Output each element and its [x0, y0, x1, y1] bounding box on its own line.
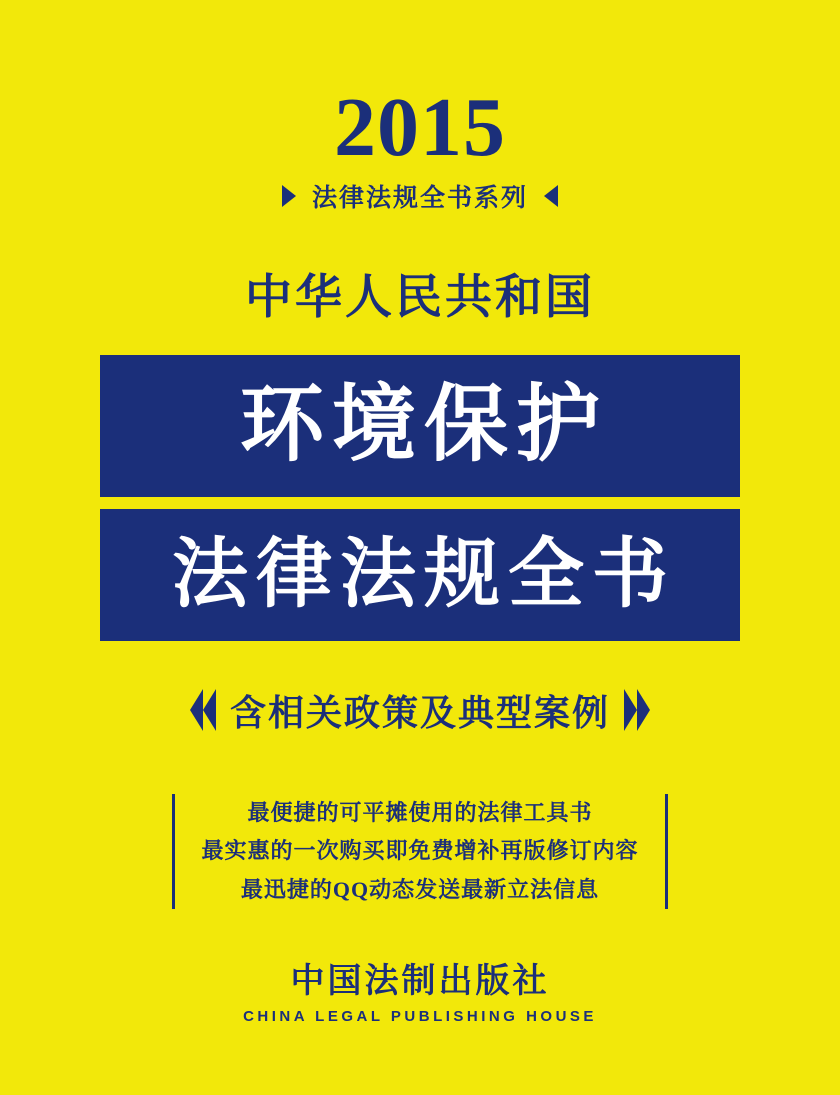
divider-right — [665, 794, 668, 910]
selling-points-block — [0, 794, 840, 910]
triangle-right-icon — [282, 185, 296, 207]
publisher-name-en: CHINA LEGAL PUBLISHING HOUSE — [243, 1008, 597, 1025]
cover-year: 2015 — [334, 81, 506, 174]
selling-point: 最便捷的可平摊使用的法律工具书 — [247, 799, 593, 825]
triangle-left-icon — [544, 185, 558, 207]
title-line-2: 法律法规全书 — [100, 509, 740, 641]
double-triangle-left-icon — [190, 689, 216, 731]
subtitle-label: 含相关政策及典型案例 — [229, 692, 610, 733]
publisher-name-cn: 中国法制出版社 — [290, 963, 550, 1000]
selling-point: 最迅捷的QQ动态发送最新立法信息 — [240, 876, 600, 902]
country-line: 中华人民共和国 — [245, 271, 595, 324]
selling-point: 最实惠的一次购买即免费增补再版修订内容 — [201, 838, 639, 864]
publisher-block — [0, 953, 840, 1025]
series-label: 法律法规全书系列 — [311, 184, 528, 212]
double-triangle-right-icon — [624, 689, 650, 731]
divider-left — [172, 794, 175, 910]
selling-points-list — [201, 794, 638, 910]
subtitle-banner — [0, 685, 840, 736]
title-line-1: 环境保护 — [100, 355, 740, 497]
series-banner — [0, 178, 840, 214]
